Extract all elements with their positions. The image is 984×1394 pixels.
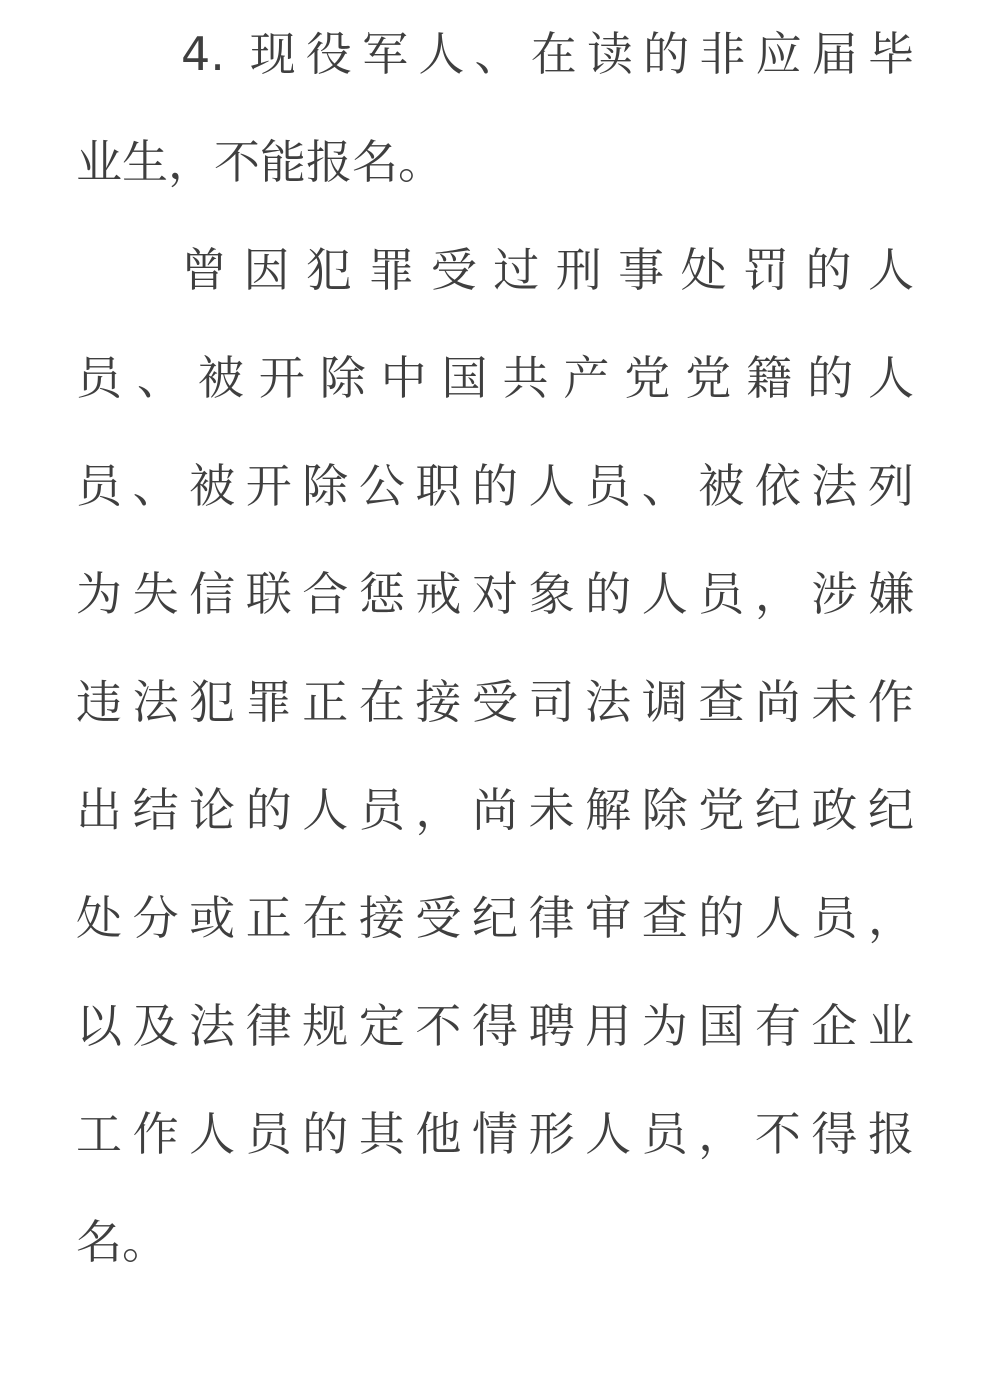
- text-line: 业生，不能报名。: [76, 135, 444, 189]
- text-line: 以及法律规定不得聘用为国有企业: [76, 999, 914, 1053]
- paragraph-ineligible-persons: [76, 216, 914, 1296]
- text-line: 员、被开除中国共产党党籍的人: [76, 351, 914, 405]
- text-line: 违法犯罪正在接受司法调查尚未作: [76, 675, 914, 729]
- text-line: 工作人员的其他情形人员，不得报: [76, 1107, 914, 1161]
- text-line: 4. 现役军人、在读的非应届毕: [181, 27, 914, 81]
- text-line: 出结论的人员，尚未解除党纪政纪: [76, 783, 914, 837]
- text-line: 员、被开除公职的人员、被依法列: [76, 459, 914, 513]
- text-line: 名。: [76, 1215, 168, 1269]
- text-line: 曾因犯罪受过刑事处罚的人: [181, 243, 914, 297]
- article-body: [76, 0, 914, 1296]
- text-line: 为失信联合惩戒对象的人员，涉嫌: [76, 567, 914, 621]
- paragraph-ineligible-status: [76, 0, 914, 216]
- text-line: 处分或正在接受纪律审查的人员，: [76, 891, 914, 945]
